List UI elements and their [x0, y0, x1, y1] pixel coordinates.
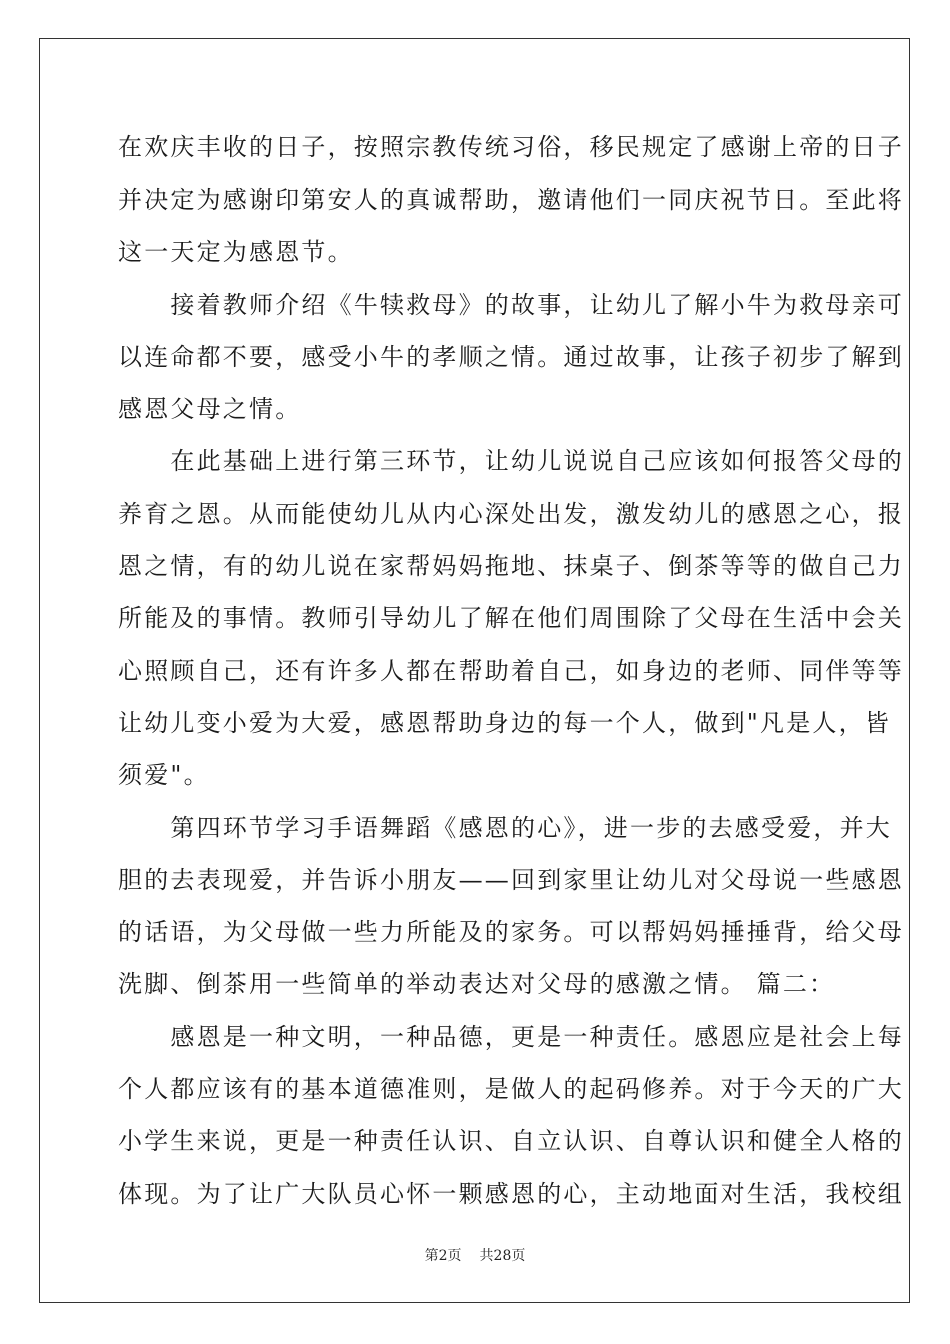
text-line: 这一天定为感恩节。	[118, 238, 354, 266]
text-line: 以连命都不要，感受小牛的孝顺之情。通过故事，让孩子初步了解到	[118, 343, 904, 371]
text-line: 第四环节学习手语舞蹈《感恩的心》，进一步的去感受爱，并大	[118, 814, 892, 842]
text-line: 小学生来说，更是一种责任认识、自立认识、自尊认识和健全人格的	[118, 1127, 904, 1155]
page-number: 第2页	[424, 1248, 462, 1264]
text-line: 恩之情，有的幼儿说在家帮妈妈拖地、抹桌子、倒茶等等的做自己力	[118, 552, 904, 580]
text-line: 的话语，为父母做一些力所能及的家务。可以帮妈妈捶捶背，给父母	[118, 918, 904, 946]
page-footer	[0, 1246, 950, 1266]
text-line: 感恩是一种文明，一种品德，更是一种责任。感恩应是社会上每	[118, 1023, 904, 1051]
text-line: 接着教师介绍《牛犊救母》的故事，让幼儿了解小牛为救母亲可	[118, 291, 904, 319]
text-line: 须爱"。	[118, 761, 210, 789]
text-line: 在此基础上进行第三环节，让幼儿说说自己应该如何报答父母的	[118, 447, 904, 475]
text-line: 胆的去表现爱，并告诉小朋友——回到家里让幼儿对父母说一些感恩	[118, 866, 904, 894]
text-line: 所能及的事情。教师引导幼儿了解在他们周围除了父母在生活中会关	[118, 604, 904, 632]
text-line: 洗脚、倒茶用一些简单的举动表达对父母的感激之情。 篇二：	[118, 970, 836, 998]
text-line: 并决定为感谢印第安人的真诚帮助，邀请他们一同庆祝节日。至此将	[118, 186, 904, 214]
text-line: 在欢庆丰收的日子，按照宗教传统习俗，移民规定了感谢上帝的日子	[118, 133, 904, 161]
text-line: 感恩父母之情。	[118, 395, 302, 423]
text-line: 让幼儿变小爱为大爱，感恩帮助身边的每一个人，做到"凡是人，皆	[118, 709, 892, 737]
text-line: 心照顾自己，还有许多人都在帮助着自己，如身边的老师、同伴等等	[118, 657, 904, 685]
text-line: 养育之恩。从而能使幼儿从内心深处出发，激发幼儿的感恩之心，报	[118, 500, 904, 528]
page-total: 共28页	[479, 1248, 526, 1264]
text-line: 个人都应该有的基本道德准则，是做人的起码修养。对于今天的广大	[118, 1075, 904, 1103]
text-line: 体现。为了让广大队员心怀一颗感恩的心，主动地面对生活，我校组	[118, 1180, 904, 1208]
